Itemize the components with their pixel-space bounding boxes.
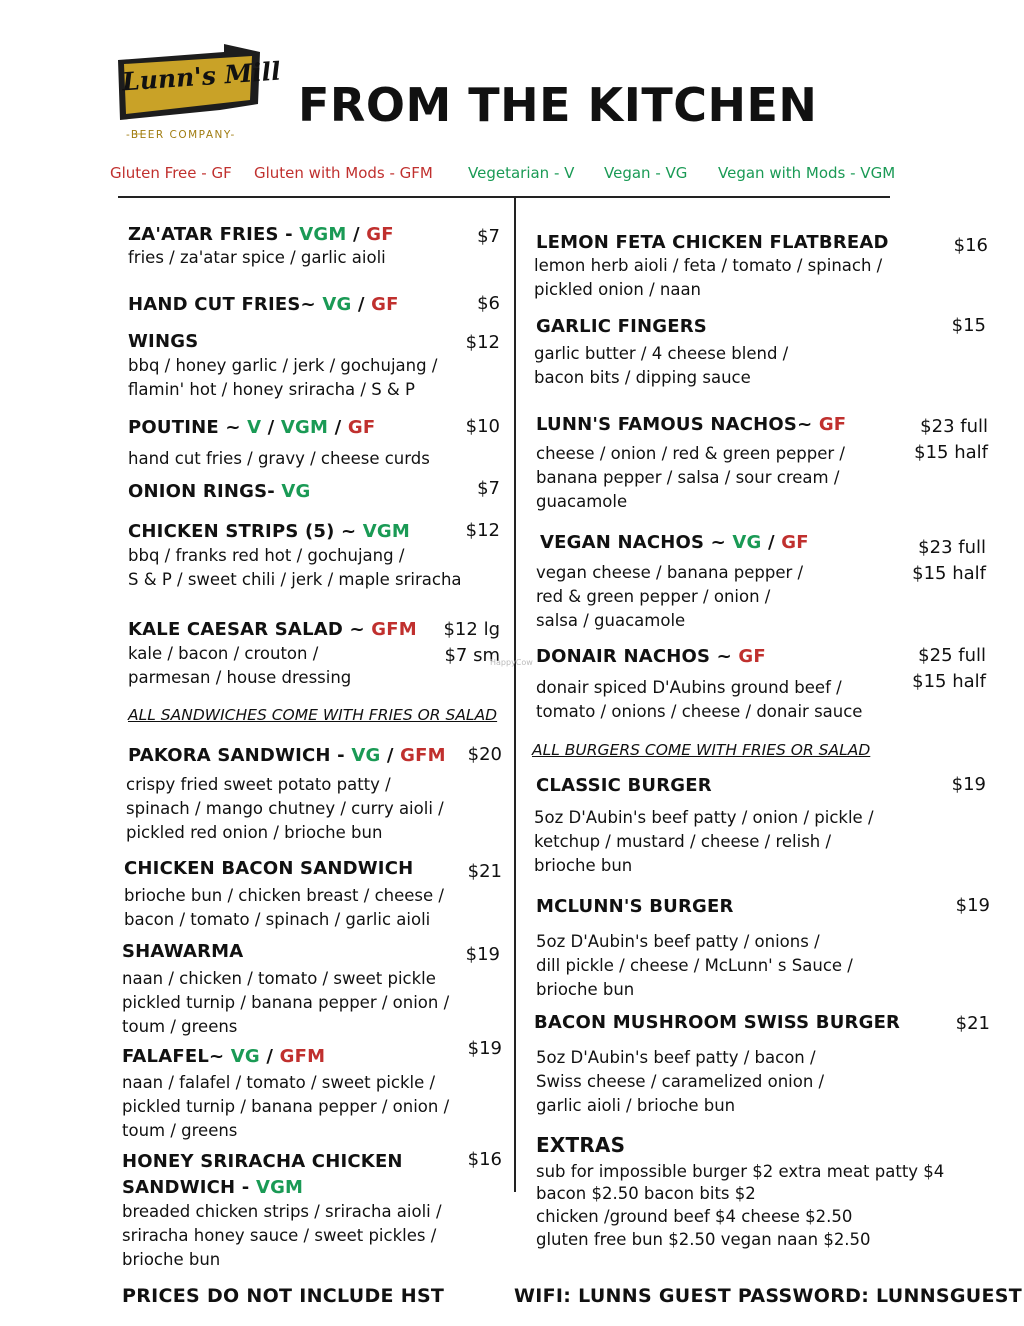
legend-v: Vegetarian - V <box>468 164 575 182</box>
item-name: POUTINE ~ V / VGM / GF <box>128 417 376 438</box>
item-name: CLASSIC BURGER <box>536 775 712 796</box>
item-price: $15 <box>951 315 986 336</box>
item-price: $12 <box>465 520 500 541</box>
sandwich-note: ALL SANDWICHES COME WITH FRIES OR SALAD <box>128 706 498 724</box>
footer-hst: PRICES DO NOT INCLUDE HST <box>122 1285 445 1307</box>
item-desc: 5oz D'Aubin's beef patty / bacon / <box>536 1048 816 1067</box>
item-price: $10 <box>465 416 500 437</box>
item-desc: toum / greens <box>122 1017 238 1036</box>
item-name: LUNN'S FAMOUS NACHOS~ GF <box>536 414 847 435</box>
item-price: $19 <box>465 944 500 965</box>
extras-line: sub for impossible burger $2 extra meat patty $4 <box>536 1162 945 1181</box>
item-desc: naan / chicken / tomato / sweet pickle <box>122 969 436 988</box>
item-price: $19 <box>467 1038 502 1059</box>
item-desc: pickled turnip / banana pepper / onion / <box>122 1097 450 1116</box>
item-name: KALE CAESAR SALAD ~ GFM <box>128 619 417 640</box>
item-price: $20 <box>467 744 502 765</box>
item-desc: garlic butter / 4 cheese blend / <box>534 344 789 363</box>
item-desc: ketchup / mustard / cheese / relish / <box>534 832 832 851</box>
footer-wifi: WIFI: LUNNS GUEST PASSWORD: LUNNSGUEST <box>514 1285 1023 1307</box>
item-desc: hand cut fries / gravy / cheese curds <box>128 449 430 468</box>
item-price: $25 full <box>918 645 986 666</box>
item-desc: pickled onion / naan <box>534 280 702 299</box>
item-desc: parmesan / house dressing <box>128 668 352 687</box>
item-desc: brioche bun <box>122 1250 221 1269</box>
legend-vgm: Vegan with Mods - VGM <box>718 164 896 182</box>
item-desc: guacamole <box>536 492 628 511</box>
extras-line: bacon $2.50 bacon bits $2 <box>536 1184 756 1203</box>
item-desc: naan / falafel / tomato / sweet pickle / <box>122 1073 436 1092</box>
item-desc: brioche bun <box>536 980 635 999</box>
legend-gf: Gluten Free - GF <box>110 164 232 182</box>
item-desc: garlic aioli / brioche bun <box>536 1096 736 1115</box>
item-desc: banana pepper / salsa / sour cream / <box>536 468 840 487</box>
logo-subtitle: -BEER COMPANY- <box>126 129 236 141</box>
item-name: BACON MUSHROOM SWISS BURGER <box>534 1012 901 1033</box>
item-desc: brioche bun <box>534 856 633 875</box>
item-desc: brioche bun / chicken breast / cheese / <box>124 886 444 905</box>
item-desc: Swiss cheese / caramelized onion / <box>536 1072 825 1091</box>
item-desc: pickled red onion / brioche bun <box>126 823 383 842</box>
item-desc: bbq / honey garlic / jerk / gochujang / <box>128 356 438 375</box>
item-name: DONAIR NACHOS ~ GF <box>536 646 766 667</box>
item-desc: kale / bacon / crouton / <box>128 644 319 663</box>
item-price: $19 <box>951 774 986 795</box>
item-desc: flamin' hot / honey sriracha / S & P <box>128 380 415 399</box>
item-name: WINGS <box>128 331 199 352</box>
column-divider <box>514 198 516 1192</box>
item-desc: salsa / guacamole <box>536 611 686 630</box>
item-desc: sriracha honey sauce / sweet pickles / <box>122 1226 437 1245</box>
item-name: LEMON FETA CHICKEN FLATBREAD <box>536 232 889 253</box>
item-desc: red & green pepper / onion / <box>536 587 771 606</box>
item-name: ZA'ATAR FRIES - VGM / GF <box>128 224 394 245</box>
item-desc: donair spiced D'Aubins ground beef / <box>536 678 842 697</box>
item-price: $15 half <box>914 442 988 463</box>
item-desc: dill pickle / cheese / McLunn' s Sauce / <box>536 956 853 975</box>
logo-name: Lunn's Mill <box>121 56 282 97</box>
item-desc: vegan cheese / banana pepper / <box>536 563 804 582</box>
item-price: $15 half <box>912 671 986 692</box>
item-name: HONEY SRIRACHA CHICKEN <box>122 1151 403 1172</box>
legend-vg: Vegan - VG <box>604 164 688 182</box>
legend-gfm: Gluten with Mods - GFM <box>254 164 433 182</box>
item-name: VEGAN NACHOS ~ VG / GF <box>540 532 809 553</box>
item-desc: breaded chicken strips / sriracha aioli / <box>122 1202 442 1221</box>
item-desc: 5oz D'Aubin's beef patty / onions / <box>536 932 820 951</box>
item-desc: tomato / onions / cheese / donair sauce <box>536 702 863 721</box>
item-price: $21 <box>955 1013 990 1034</box>
item-desc: pickled turnip / banana pepper / onion / <box>122 993 450 1012</box>
item-name: GARLIC FINGERS <box>536 316 707 337</box>
item-desc: fries / za'atar spice / garlic aioli <box>128 248 386 267</box>
watermark: HappyCow <box>490 658 533 667</box>
item-price: $19 <box>955 895 990 916</box>
extras-line: chicken /ground beef $4 cheese $2.50 <box>536 1207 853 1226</box>
item-name: SANDWICH - VGM <box>122 1177 304 1198</box>
item-name: SHAWARMA <box>122 941 244 962</box>
extras-line: gluten free bun $2.50 vegan naan $2.50 <box>536 1230 871 1249</box>
item-desc: bacon / tomato / spinach / garlic aioli <box>124 910 431 929</box>
item-desc: bbq / franks red hot / gochujang / <box>128 546 405 565</box>
item-desc: spinach / mango chutney / curry aioli / <box>126 799 444 818</box>
item-price: $15 half <box>912 563 986 584</box>
item-price: $16 <box>467 1149 502 1170</box>
page-title: FROM THE KITCHEN <box>298 78 818 132</box>
item-name: MCLUNN'S BURGER <box>536 896 734 917</box>
item-price: $16 <box>953 235 988 256</box>
item-desc: 5oz D'Aubin's beef patty / onion / pickle / <box>534 808 874 827</box>
burger-note: ALL BURGERS COME WITH FRIES OR SALAD <box>532 741 871 759</box>
item-price: $23 full <box>918 537 986 558</box>
item-price: $6 <box>477 293 500 314</box>
extras-heading: EXTRAS <box>536 1133 626 1157</box>
item-name: FALAFEL~ VG / GFM <box>122 1046 326 1067</box>
item-price: $7 <box>477 226 500 247</box>
item-desc: toum / greens <box>122 1121 238 1140</box>
item-price: $23 full <box>920 416 988 437</box>
item-price: $7 <box>477 478 500 499</box>
item-price: $12 lg <box>443 619 500 640</box>
item-price: $7 sm <box>444 645 500 666</box>
item-price: $21 <box>467 861 502 882</box>
item-name: ONION RINGS- VG <box>128 481 311 502</box>
item-name: CHICKEN STRIPS (5) ~ VGM <box>128 521 410 542</box>
item-desc: cheese / onion / red & green pepper / <box>536 444 845 463</box>
header-divider <box>118 196 890 198</box>
item-desc: bacon bits / dipping sauce <box>534 368 751 387</box>
item-name: PAKORA SANDWICH - VG / GFM <box>128 745 446 766</box>
item-desc: lemon herb aioli / feta / tomato / spinach / <box>534 256 883 275</box>
item-desc: crispy fried sweet potato patty / <box>126 775 391 794</box>
item-name: HAND CUT FRIES~ VG / GF <box>128 294 399 315</box>
item-name: CHICKEN BACON SANDWICH <box>124 858 414 879</box>
item-desc: S & P / sweet chili / jerk / maple sriracha <box>128 570 462 589</box>
item-price: $12 <box>465 332 500 353</box>
